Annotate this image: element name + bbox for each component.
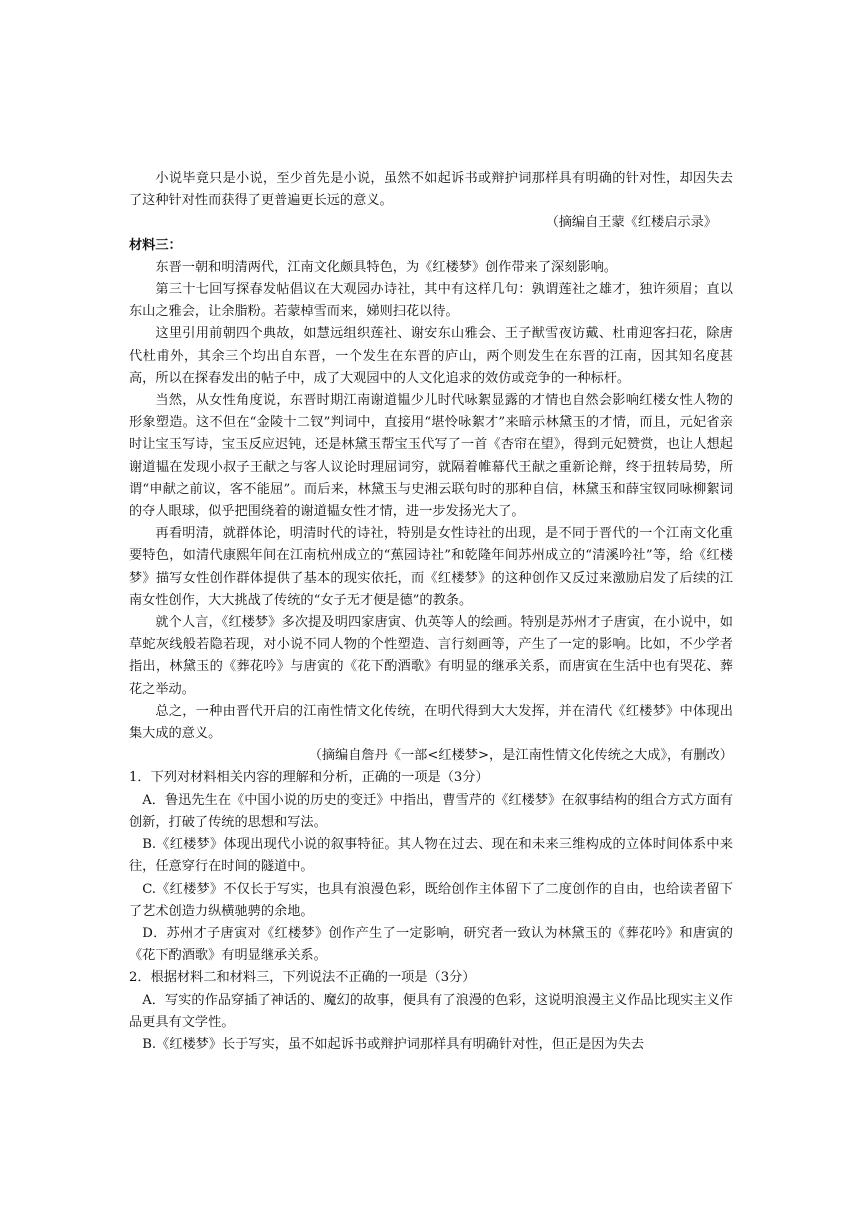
source-1: （摘编自王蒙《红楼启示录》 [545, 215, 717, 231]
p-novel: 小说毕竟只是小说，至少首先是小说，虽然不如起诉书或辩护词那样具有明确的针对性，却因失去了这种针对性而获得了更普遍更长远的意义。 [129, 171, 733, 209]
q1-option-d: D．苏州才子唐寅对《红楼梦》创作产生了一定影响，研究者一致认为林黛玉的《葬花吟》和唐寅的《花下酌酒歌》有明显继承关系。 [129, 925, 733, 964]
q1-option-a: A．鲁迅先生在《中国小说的历史的变迁》中指出，曹雪芹的《红楼梦》在叙事结构的组合方式方面有创新，打破了传统的思想和写法。 [129, 792, 733, 830]
heading-material-3: 材料三： [129, 237, 182, 253]
p-m3-6: 就个人言，《红楼梦》多次提及明四家唐寅、仇英等人的绘画。特别是苏州才子唐寅，在小说中，如草蛇灰线般若隐若现，对小说不同人物的个性塑造、言行刻画等，产生了一定的影响。比如，不少学者指出，林黛玉的《葬花吟》与唐寅的《花下酌酒歌》有明显的继承关系，而唐寅在生活中也有哭花、葬花之举动。 [129, 615, 733, 697]
p-m3-1: 东晋一朝和明清两代，江南文化颇具特色，为《红楼梦》创作带来了深刻影响。 [155, 259, 617, 275]
q1-option-c: C.《红楼梦》不仅长于写实，也具有浪漫色彩，既给创作主体留下了二度创作的自由，也给读者留下了艺术创造力纵横驰骋的余地。 [129, 881, 733, 919]
p-m3-3: 这里引用前朝四个典故，如慧远组织莲社、谢安东山雅会、王子猷雪夜访戴、杜甫迎客扫花，除唐代杜甫外，其余三个均出自东晋，一个发生在东晋的庐山，两个则发生在东晋的江南，因其知名度甚高，所以在探春发出的帖子中，成了大观园中的人文化追求的效仿或竞争的一种标杆。 [129, 326, 733, 386]
q2-option-b: B.《红楼梦》长于写实，虽不如起诉书或辩护词那样具有明确针对性，但正是因为失去 [142, 1036, 645, 1052]
q1-stem: 1．下列对材料相关内容的理解和分析，正确的一项是（3分） [129, 770, 489, 786]
p-m3-4: 当然，从女性角度说，东晋时期江南谢道韫少儿时代咏絮显露的才情也自然会影响红楼女性人物的形象塑造。这不但在“金陵十二钗”判词中，直接用“堪怜咏絮才”来暗示林黛玉的才情，而且，元妃省亲时让宝玉写诗，宝玉反应迟钝，还是林黛玉帮宝玉代写了一首《杏帘在望》，得到元妃赞赏，也让人想起谢道韫在发现小叔子王献之与客人议论时理屈词穷，就隔着帷幕代王献之重新论辩，终于扭转局势，所谓“申献之前议，客不能屈”。而后来，林黛玉与史湘云联句时的那种自信，林黛玉和薛宝钗同咏柳絮词的夺人眼球，似乎把围绕着的谢道韫女性才情，进一步发扬光大了。 [129, 393, 733, 520]
p-m3-2: 第三十七回写探春发帖倡议在大观园办诗社，其中有这样几句：孰谓莲社之雄才，独许须眉；直以东山之雅会，让余脂粉。若蒙棹雪而来，娣则扫花以待。 [129, 282, 733, 320]
q1-option-b: B.《红楼梦》体现出现代小说的叙事特征。其人物在过去、现在和未来三维构成的立体时间体系中来往，任意穿行在时间的隧道中。 [129, 837, 733, 875]
p-m3-5: 再看明清，就群体论，明清时代的诗社，特别是女性诗社的出现，是不同于晋代的一个江南文化重要特色，如清代康熙年间在江南杭州成立的“蕉园诗社”和乾隆年间苏州成立的“清溪吟社”等，给《红楼梦》描写女性创作群体提供了基本的现实依托，而《红楼梦》的这种创作又反过来激励启发了后续的江南女性创作，大大挑战了传统的“女子无才便是德”的教条。 [129, 526, 733, 608]
p-m3-7: 总之，一种由晋代开启的江南性情文化传统，在明代得到大大发挥，并在清代《红楼梦》中体现出集大成的意义。 [129, 703, 733, 742]
q2-option-a: A．写实的作品穿插了神话的、魔幻的故事，便具有了浪漫的色彩，这说明浪漫主义作品比现实主义作品更具有文学性。 [129, 992, 733, 1030]
source-2: （摘编自詹丹《一部<红楼梦>，是江南性情文化传统之大成》，有删改） [308, 748, 733, 764]
q2-stem: 2．根据材料二和材料三，下列说法不正确的一项是（3分） [129, 970, 476, 986]
document-page [129, 168, 733, 1056]
